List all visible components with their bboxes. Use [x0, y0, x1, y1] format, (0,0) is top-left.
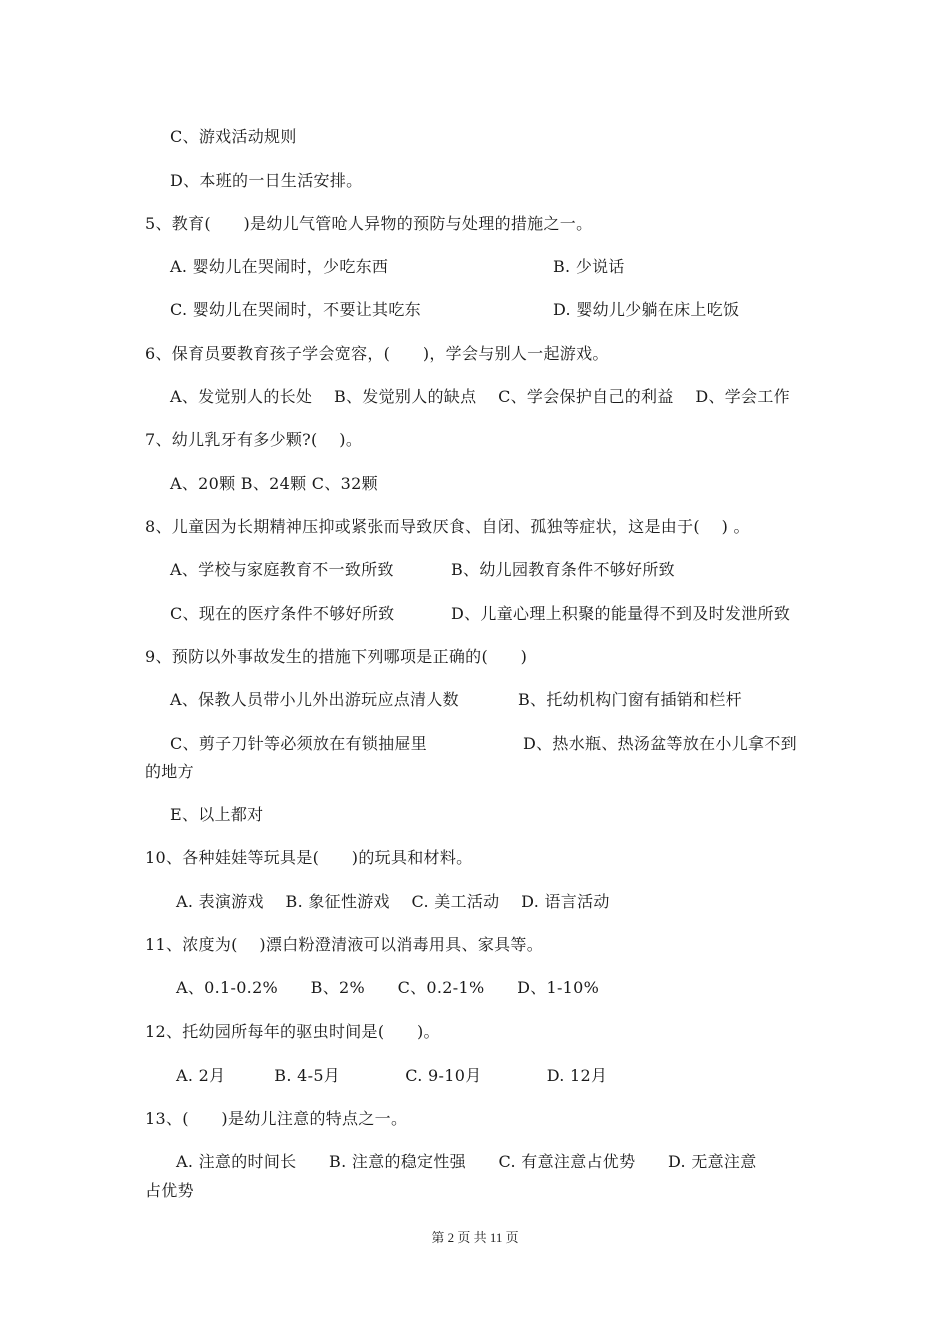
option-d-previous: D、本班的一日生活安排。 [170, 171, 363, 190]
question-7-options: A、20颗 B、24颗 C、32颗 [170, 474, 378, 493]
question-9-option-a: A、保教人员带小儿外出游玩应点清人数 [170, 690, 459, 709]
question-11: 11、浓度为( )漂白粉澄清液可以消毒用具、家具等。 [145, 935, 544, 954]
question-13-options-continued: 占优势 [145, 1181, 194, 1200]
question-13: 13、( )是幼儿注意的特点之一。 [145, 1109, 408, 1128]
question-8-option-c: C、现在的医疗条件不够好所致 [170, 604, 395, 623]
question-13-options: A. 注意的时间长 B. 注意的稳定性强 C. 有意注意占优势 D. 无意注意 [176, 1152, 757, 1171]
question-5-option-d: D. 婴幼儿少躺在床上吃饭 [553, 300, 740, 319]
question-9: 9、预防以外事故发生的措施下列哪项是正确的( ) [145, 647, 528, 666]
question-12: 12、托幼园所每年的驱虫时间是( )。 [145, 1022, 440, 1041]
question-5: 5、教育( )是幼儿气管呛人异物的预防与处理的措施之一。 [145, 214, 593, 233]
question-9-option-d: D、热水瓶、热汤盆等放在小儿拿不到 [523, 734, 797, 753]
question-5-option-c: C. 婴幼儿在哭闹时，不要让其吃东 [170, 300, 421, 319]
question-9-option-b: B、托幼机构门窗有插销和栏杆 [518, 690, 742, 709]
question-8: 8、儿童因为长期精神压抑或紧张而导致厌食、自闭、孤独等症状，这是由于( ) 。 [145, 517, 750, 536]
question-11-options: A、0.1-0.2% B、2% C、0.2-1% D、1-10% [176, 978, 600, 997]
question-10-options: A. 表演游戏 B. 象征性游戏 C. 美工活动 D. 语言活动 [176, 892, 610, 911]
question-6: 6、保育员要教育孩子学会宽容，( )，学会与别人一起游戏。 [145, 344, 609, 363]
question-9-option-d-continued: 的地方 [145, 762, 194, 781]
question-7: 7、幼儿乳牙有多少颗?( )。 [145, 430, 363, 449]
question-8-option-a: A、学校与家庭教育不一致所致 [170, 560, 394, 579]
question-9-option-e: E、以上都对 [170, 805, 264, 824]
question-8-option-b: B、幼儿园教育条件不够好所致 [451, 560, 675, 579]
question-9-option-c: C、剪子刀针等必须放在有锁抽屉里 [170, 734, 428, 753]
question-8-option-d: D、儿童心理上积聚的能量得不到及时发泄所致 [451, 604, 791, 623]
question-5-option-b: B. 少说话 [553, 257, 625, 276]
page-footer: 第 2 页 共 11 页 [431, 1230, 519, 1245]
question-5-option-a: A. 婴幼儿在哭闹时，少吃东西 [170, 257, 389, 276]
question-12-options: A. 2月 B. 4-5月 C. 9-10月 D. 12月 [176, 1066, 608, 1085]
question-10: 10、各种娃娃等玩具是( )的玩具和材料。 [145, 848, 473, 867]
question-6-options: A、发觉别人的长处 B、发觉别人的缺点 C、学会保护自己的利益 D、学会工作 [170, 387, 790, 406]
option-c-previous: C、游戏活动规则 [170, 127, 297, 146]
